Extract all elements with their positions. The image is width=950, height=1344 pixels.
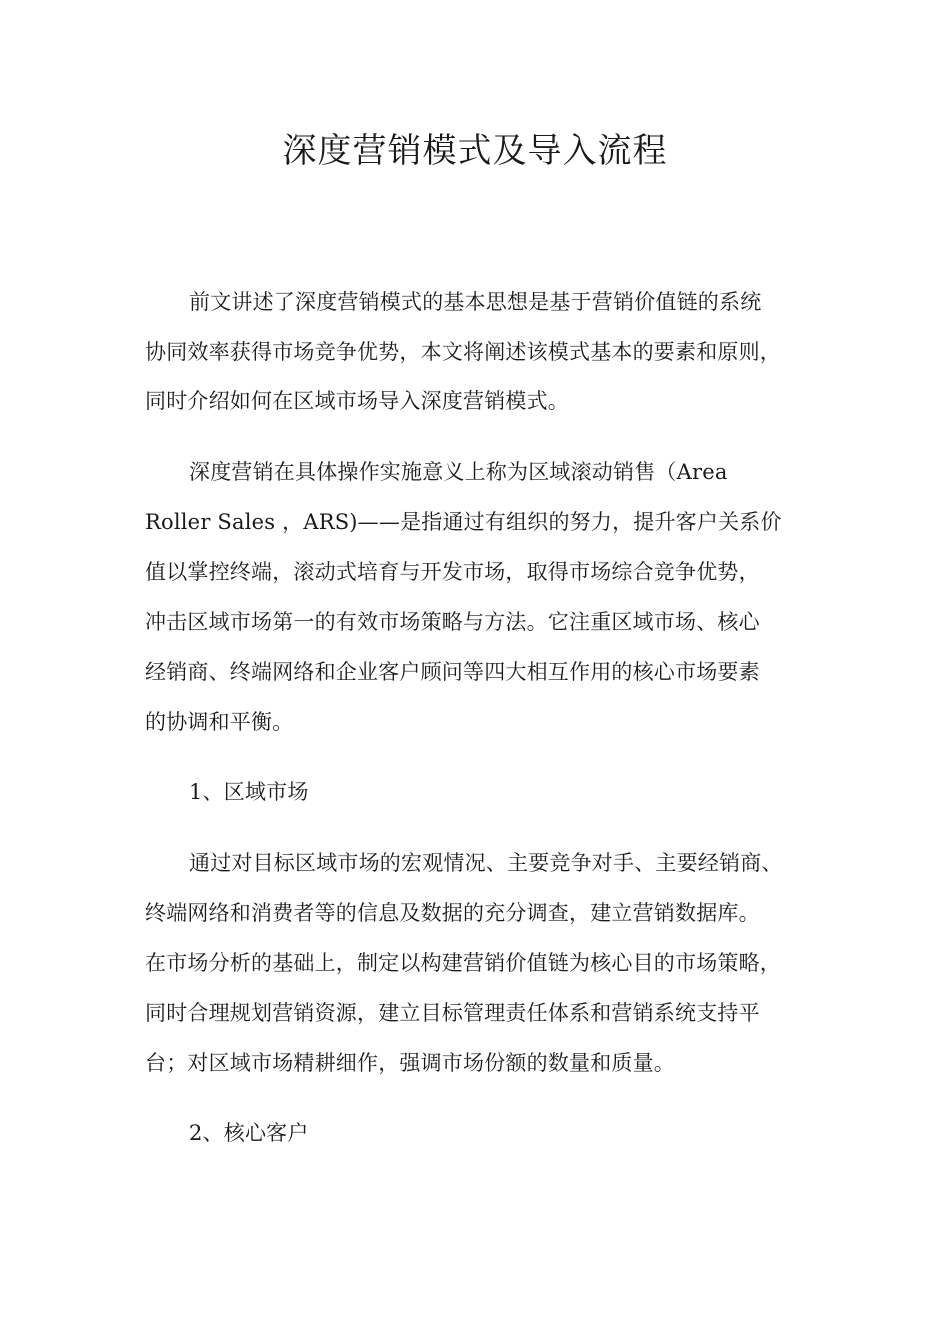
paragraph-1-line-2: 协同效率获得市场竞争优势，本文将阐述该模式基本的要素和原则， (145, 340, 781, 364)
document-title: 深度营销模式及导入流程 (282, 131, 668, 171)
paragraph-3-line-5: 台；对区域市场精耕细作，强调市场份额的数量和质量。 (145, 1051, 675, 1075)
paragraph-2-line-4: 冲击区域市场第一的有效市场策略与方法。它注重区域市场、核心 (145, 610, 760, 634)
paragraph-3-line-4: 同时合理规划营销资源，建立目标管理责任体系和营销系统支持平 (145, 1001, 760, 1025)
section-heading-2: 2、核心客户 (189, 1121, 309, 1145)
section-heading-1: 1、区域市场 (189, 780, 309, 804)
paragraph-3-line-1: 通过对目标区域市场的宏观情况、主要竞争对手、主要经销商、 (189, 851, 783, 875)
paragraph-1-line-3: 同时介绍如何在区域市场导入深度营销模式。 (145, 389, 569, 413)
paragraph-2-line-6: 的协调和平衡。 (145, 710, 294, 734)
paragraph-3-line-3: 在市场分析的基础上，制定以构建营销价值链为核心目的市场策略， (145, 951, 781, 975)
paragraph-2-line-2: Roller Sales ，ARS)——是指通过有组织的努力，提升客户关系价 (145, 510, 782, 534)
paragraph-1-line-1: 前文讲述了深度营销模式的基本思想是基于营销价值链的系统 (189, 290, 762, 314)
paragraph-2-line-1: 深度营销在具体操作实施意义上称为区域滚动销售（Area (189, 460, 728, 484)
paragraph-3-line-2: 终端网络和消费者等的信息及数据的充分调查，建立营销数据库。 (145, 901, 760, 925)
paragraph-2-line-3: 值以掌控终端，滚动式培育与开发市场，取得市场综合竞争优势， (145, 560, 760, 584)
paragraph-2-line-5: 经销商、终端网络和企业客户顾问等四大相互作用的核心市场要素 (145, 660, 760, 684)
